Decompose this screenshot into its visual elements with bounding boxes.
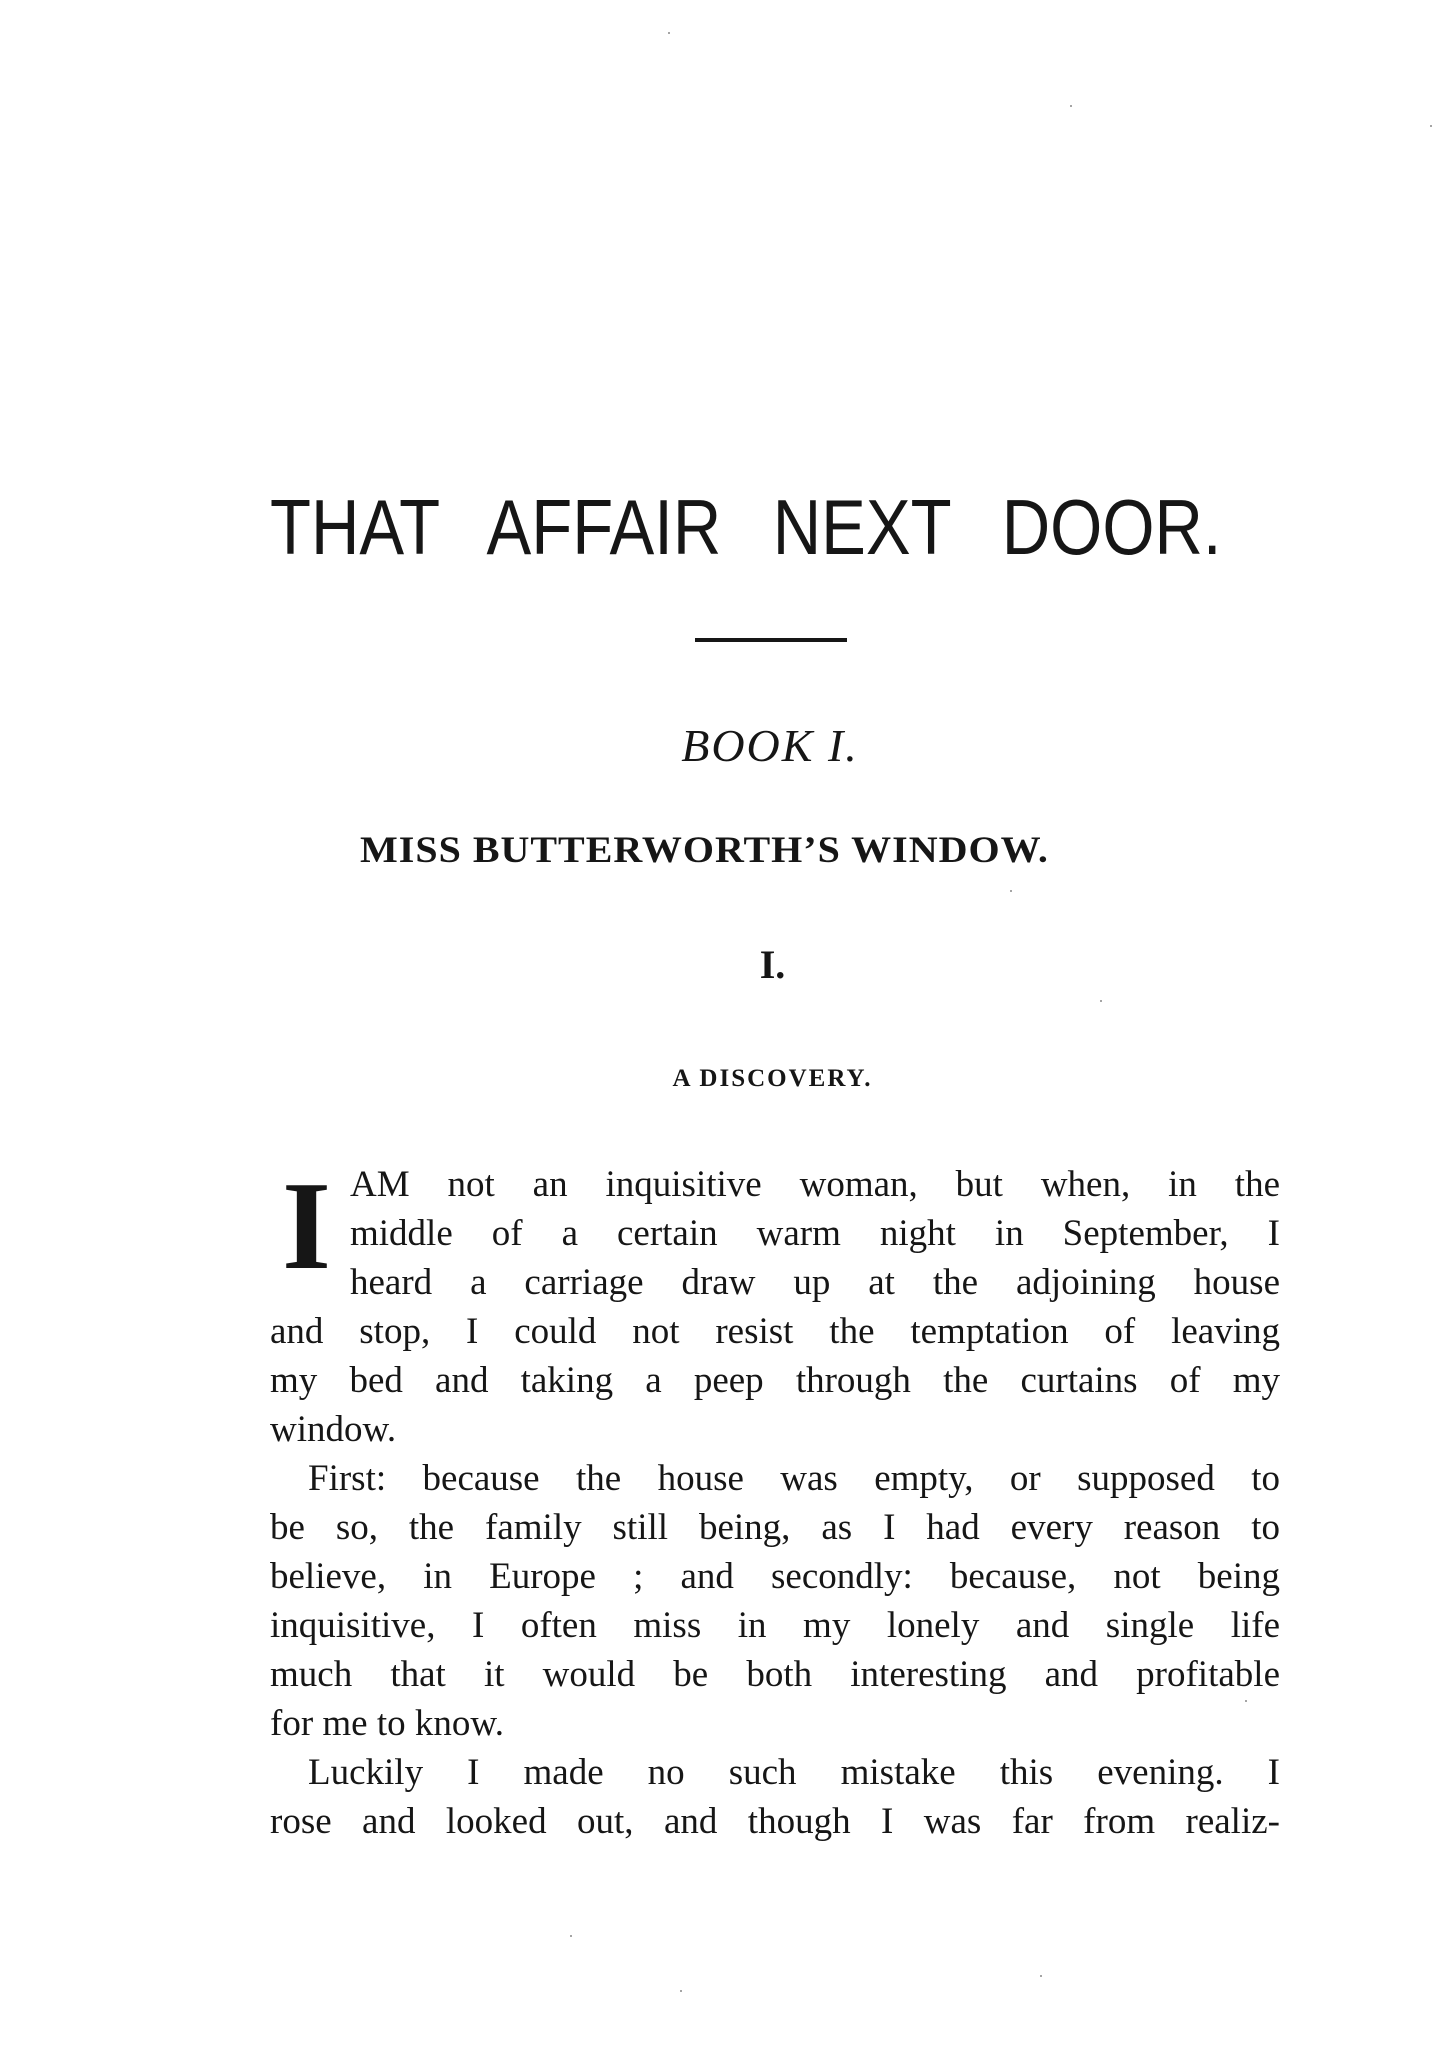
book-title: THAT AFFAIR NEXT DOOR. — [270, 483, 1222, 571]
paper-speck — [1100, 1000, 1102, 1002]
book-label: BOOK I. — [681, 720, 859, 771]
chapter-number: I. — [759, 942, 786, 987]
paper-speck — [1010, 890, 1012, 892]
text-line: window. — [270, 1409, 397, 1450]
body-text — [270, 1157, 1280, 1846]
chapter-title: A DISCOVERY. — [672, 1065, 873, 1092]
paper-speck — [1245, 1700, 1247, 1702]
paper-speck — [570, 1935, 572, 1937]
text-line: believe, in Europe ; and secondly: because, not being — [270, 1556, 1280, 1597]
text-line: and stop, I could not resist the temptation of leaving — [270, 1311, 1280, 1352]
paper-speck — [1070, 105, 1072, 107]
text-line: First: because the house was empty, or supposed to — [308, 1458, 1280, 1499]
text-line: rose and looked out, and though I was far from realiz- — [270, 1801, 1280, 1842]
text-line: AM not an inquisitive woman, but when, in the — [350, 1164, 1280, 1205]
part-title: MISS BUTTERWORTH’S WINDOW. — [360, 828, 1049, 871]
drop-cap: I — [282, 1157, 332, 1296]
text-line: for me to know. — [270, 1703, 504, 1744]
text-line: be so, the family still being, as I had every reason to — [270, 1507, 1280, 1548]
text-line: middle of a certain warm night in September, I — [350, 1213, 1280, 1254]
paper-speck — [1040, 1975, 1042, 1977]
text-line: my bed and taking a peep through the curtains of my — [270, 1360, 1280, 1401]
paper-speck — [668, 32, 670, 34]
text-line: Luckily I made no such mistake this evening. I — [308, 1752, 1280, 1793]
paper-speck — [680, 1990, 682, 1992]
text-line: inquisitive, I often miss in my lonely and single life — [270, 1605, 1280, 1646]
paper-speck — [1430, 125, 1432, 127]
text-line: heard a carriage draw up at the adjoining house — [350, 1262, 1280, 1303]
title-rule — [695, 638, 847, 642]
text-line: much that it would be both interesting and profitable — [270, 1654, 1280, 1695]
